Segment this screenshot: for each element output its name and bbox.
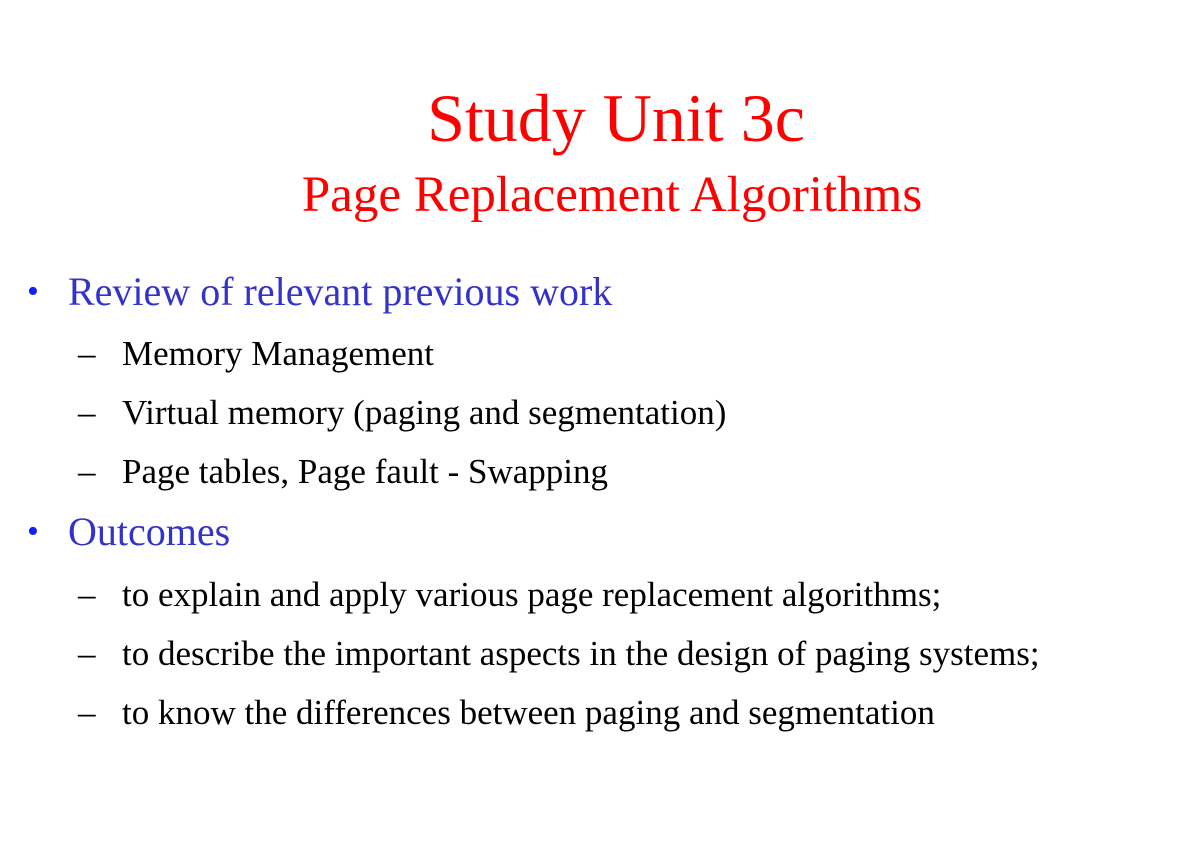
sub-item-text: to know the differences between paging and segmentation [122,693,935,732]
sub-item-text: to describe the important aspects in the design of paging systems; [122,634,1040,673]
sub-item [78,395,726,430]
dash-icon: – [78,575,96,614]
sub-item-text: to explain and apply various page replacement algorithms; [122,575,942,614]
slide-title: Study Unit 3c [427,80,805,156]
sub-item-text: Page tables, Page fault - Swapping [122,452,609,491]
bullet-outcomes [27,509,231,554]
slide-subtitle: Page Replacement Algorithms [301,167,923,223]
bullet-review [27,269,613,314]
sub-item [78,695,935,730]
sub-item [78,336,434,371]
dash-icon: – [78,334,96,373]
bullet-icon: • [27,273,39,310]
sub-item [78,454,608,489]
bullet-heading: Review of relevant previous work [68,269,613,314]
bullet-icon: • [27,513,39,550]
dash-icon: – [78,393,96,432]
sub-item [78,636,1040,671]
sub-item-text: Memory Management [122,334,434,373]
sub-item-text: Virtual memory (paging and segmentation) [122,393,727,432]
dash-icon: – [78,634,96,673]
dash-icon: – [78,693,96,732]
dash-icon: – [78,452,96,491]
bullet-heading: Outcomes [68,509,231,554]
sub-item [78,577,941,612]
